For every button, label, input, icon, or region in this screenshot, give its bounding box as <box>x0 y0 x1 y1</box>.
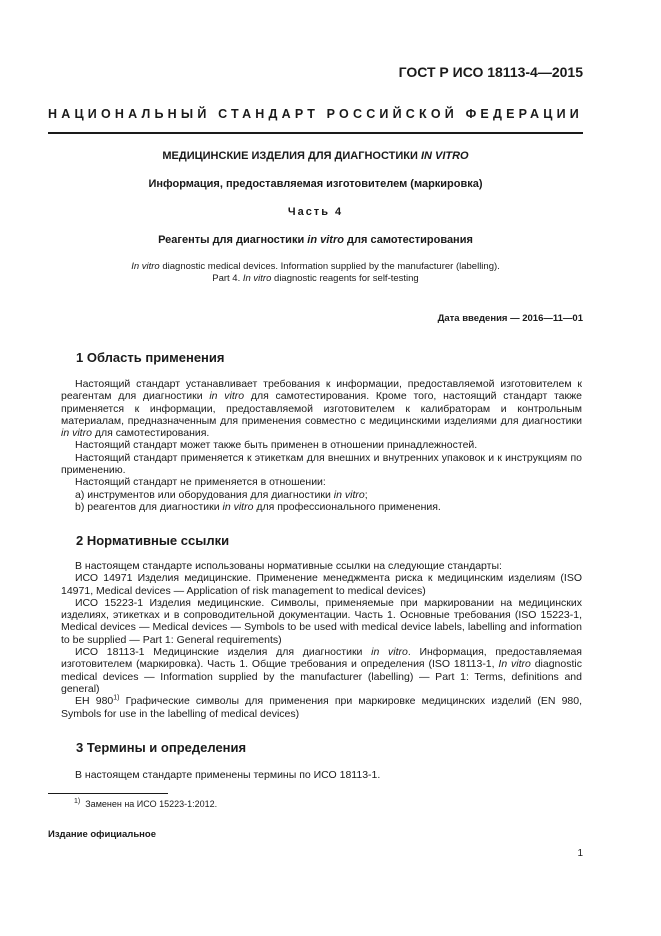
part-title: Реагенты для диагностики in vitro для самотестирования <box>158 234 473 246</box>
header-word-2: СТАНДАРТ <box>218 107 320 121</box>
national-standard-header <box>48 107 583 121</box>
header-word-4: ФЕДЕРАЦИИ <box>465 107 583 121</box>
list-item: b) реагентов для диагностики in vitro для профессионального применения. <box>75 500 441 513</box>
header-rule <box>48 132 583 134</box>
paragraph: Настоящий стандарт применяется к этикеткам для внешних и внутренних упаковок и к инструкциям по применению. <box>61 451 582 477</box>
footnote-mark: 1) <box>113 694 120 702</box>
header-word-1: НАЦИОНАЛЬНЫЙ <box>48 107 211 121</box>
section-1-body <box>61 378 582 513</box>
document-subtitle: Информация, предоставляемая изготовителем (маркировка) <box>148 178 483 190</box>
section-2-heading: 2 Нормативные ссылки <box>76 533 230 548</box>
list-item: a) инструментов или оборудования для диагностики in vitro; <box>75 488 368 501</box>
standard-number: ГОСТ Р ИСО 18113-4—2015 <box>398 64 583 80</box>
section-3-heading: 3 Термины и определения <box>76 740 247 755</box>
paragraph: Настоящий стандарт не применяется в отношении: <box>75 476 326 489</box>
header-word-3: РОССИЙСКОЙ <box>326 107 458 121</box>
paragraph: В настоящем стандарте применены термины по ИСО 18113-1. <box>75 769 381 781</box>
part-label: Часть 4 <box>287 206 344 218</box>
page-number: 1 <box>577 848 583 859</box>
paragraph: Настоящий стандарт устанавливает требования к информации, предоставляемой изготовителем к реагентам для диагностики in vitro для самотестирования. Кроме того, настоящий стандарт также применяется к информации, предоставляемой изготовителем к калибраторам и контрольным материалам, предназначенным для применения совместно с медицинскими изделиями для диагностики in vitro для самотестирования. <box>61 378 582 440</box>
english-title: In vitro diagnostic medical devices. Information supplied by the manufacturer (labelling). Part 4. In vitro diagnostic reagents for self-testing <box>131 261 500 284</box>
section-2-body <box>61 560 582 720</box>
reference-item: ИСО 15223-1 Изделия медицинские. Символы, применяемые при маркировании на медицинских изделиях, этикетках и в сопроводительной документации. Часть 1. Основные требования (ISO 15223-1, Medical devices — Medical devices — Symbols to be used with medical device labels, labelling and information to be supplied — Part 1: General requirements) <box>61 596 582 646</box>
footnote: $^{1)}$ Заменен на ИСО 15223-1:2012. <box>74 798 218 809</box>
section-3-body <box>61 769 582 781</box>
reference-item: ИСО 14971 Изделия медицинские. Применение менеджмента риска к медицинским изделиям (ISO 14971, Medical devices — Application of risk management to medical devices) <box>61 572 582 597</box>
reference-item: ЕН 980$^{1)}$ Графические символы для применения при маркировке медицинских изделий (EN 980, Symbols for use in the labelling of medical devices) <box>61 694 583 720</box>
introduction-date: Дата введения — 2016—11—01 <box>437 313 583 324</box>
footnote-rule <box>48 793 168 794</box>
paragraph: В настоящем стандарте использованы нормативные ссылки на следующие стандарты: <box>75 560 502 572</box>
edition-label: Издание официальное <box>48 829 156 840</box>
section-1-heading: 1 Область применения <box>76 350 225 365</box>
reference-item: ИСО 18113-1 Медицинские изделия для диагностики in vitro. Информация, предоставляемая изготовителем (маркировка). Часть 1. Общие требования и определения (ISO 18113-1, In vitro diagnostic medical devices — Information supplied by the manufacturer (labelling) — Part 1: Terms, definitions and general) <box>61 646 582 695</box>
paragraph: Настоящий стандарт может также быть применен в отношении принадлежностей. <box>75 439 478 452</box>
document-title: МЕДИЦИНСКИЕ ИЗДЕЛИЯ ДЛЯ ДИАГНОСТИКИ IN VITRO <box>162 150 469 162</box>
